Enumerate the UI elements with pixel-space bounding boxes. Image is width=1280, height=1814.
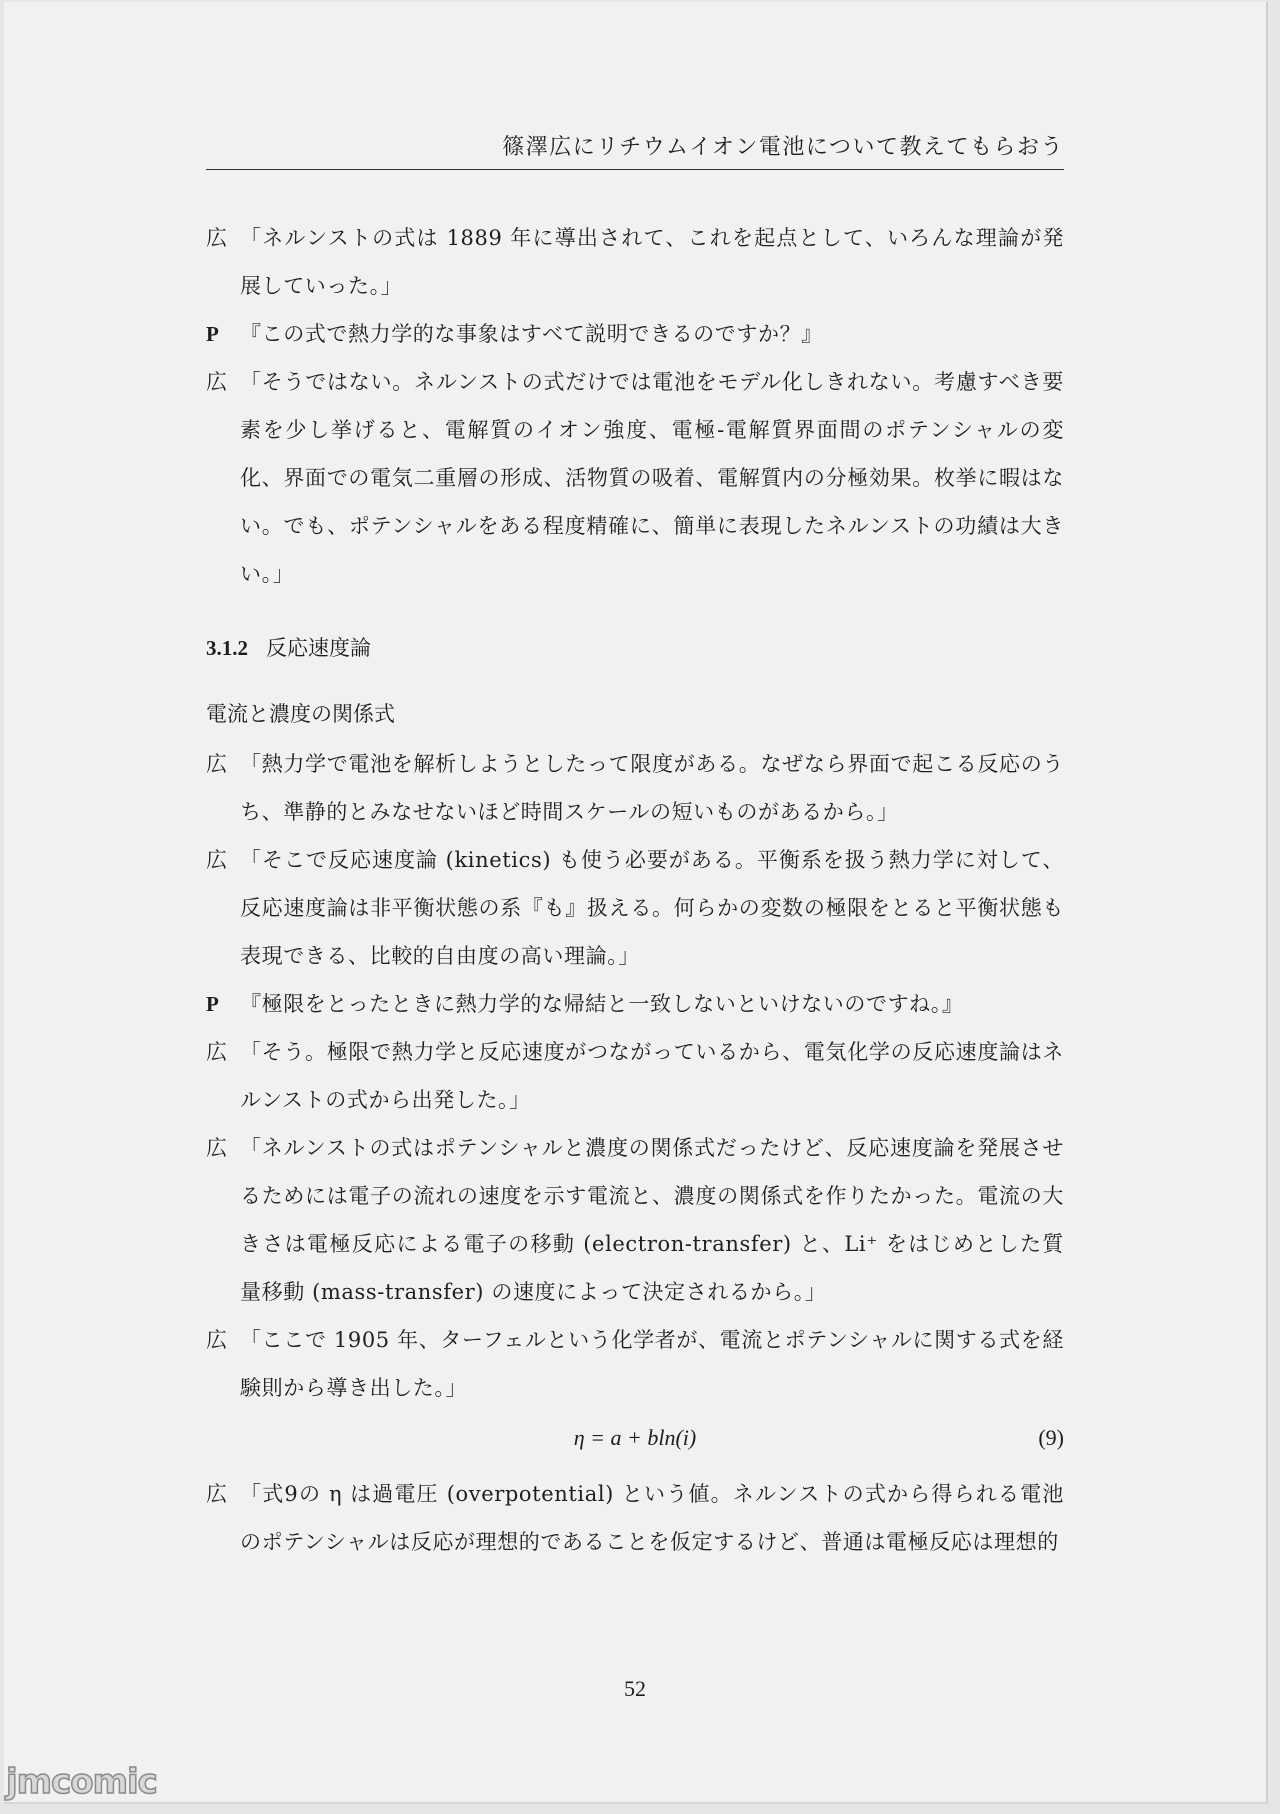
speaker-label: 広 — [206, 848, 228, 872]
subsection-heading: 電流と濃度の関係式 — [206, 702, 395, 726]
dialogue-text: 「そうではない。ネルンストの式だけでは電池をモデル化しきれない。考慮すべき要素を少し挙げると、電解質のイオン強度、電極-電解質界面間のポテンシャルの変化、界面での電気二重層の形成、活物質の吸着、電解質内の分極効果。枚挙に暇はない。でも、ポテンシャルをある程度精確に、簡単に表現したネルンストの功績は大きい。」 — [240, 370, 1064, 586]
running-header-title: 篠澤広にリチウムイオン電池について教えてもらおう — [206, 130, 1064, 170]
equation-formula: η = a + bln(i) — [573, 1425, 697, 1450]
dialogue-paragraph — [206, 980, 1064, 1028]
section-title: 反応速度論 — [266, 636, 371, 660]
dialogue-text: 「ネルンストの式はポテンシャルと濃度の関係式だったけど、反応速度論を発展させるためには電子の流れの速度を示す電流と、濃度の関係式を作りたかった。電流の大きさは電極反応による電子の移動 (electron-transfer) と、Li⁺ をはじめとした質量移動 (mass-transfer) の速度によって決定されるから。」 — [240, 1136, 1064, 1304]
dialogue-paragraph — [206, 358, 1064, 598]
dialogue-text: 「ここで 1905 年、ターフェルという化学者が、電流とポテンシャルに関する式を経験則から導き出した。」 — [240, 1328, 1064, 1400]
dialogue-text: 『この式で熱力学的な事象はすべて説明できるのですか？』 — [240, 322, 823, 346]
dialogue-paragraph — [206, 1316, 1064, 1412]
dialogue-paragraph — [206, 836, 1064, 980]
equation-number: (9) — [1038, 1425, 1064, 1450]
speaker-label: 広 — [206, 1482, 228, 1506]
dialogue-text: 「そこで反応速度論 (kinetics) も使う必要がある。平衡系を扱う熱力学に対して、反応速度論は非平衡状態の系『も』扱える。何らかの変数の極限をとると平衡状態も表現できる、比較的自由度の高い理論。」 — [240, 848, 1064, 968]
page-number: 52 — [624, 1676, 646, 1701]
section-number: 3.1.2 — [206, 636, 248, 660]
dialogue-paragraph — [206, 1470, 1064, 1566]
dialogue-paragraph — [206, 1028, 1064, 1124]
dialogue-text: 『極限をとったときに熱力学的な帰結と一致しないといけないのですね。』 — [240, 992, 964, 1016]
watermark-logo: jmcomic — [6, 1762, 157, 1802]
speaker-label: 広 — [206, 752, 228, 776]
dialogue-paragraph — [206, 1124, 1064, 1316]
dialogue-text: 「ネルンストの式は 1889 年に導出されて、これを起点として、いろんな理論が発展していった。」 — [240, 226, 1064, 298]
speaker-label: P — [206, 992, 220, 1016]
equation — [206, 1412, 1064, 1464]
speaker-label: 広 — [206, 1040, 228, 1064]
section-heading — [206, 624, 1064, 672]
book-page — [4, 2, 1268, 1804]
dialogue-paragraph — [206, 740, 1064, 836]
speaker-label: P — [206, 322, 220, 346]
dialogue-text: 「熱力学で電池を解析しようとしたって限度がある。なぜなら界面で起こる反応のうち、準静的とみなせないほど時間スケールの短いものがあるから。」 — [240, 752, 1064, 824]
speaker-label: 広 — [206, 1328, 228, 1352]
dialogue-paragraph — [206, 310, 1064, 358]
dialogue-text: 「そう。極限で熱力学と反応速度がつながっているから、電気化学の反応速度論はネルンストの式から出発した。」 — [240, 1040, 1064, 1112]
speaker-label: 広 — [206, 226, 228, 250]
dialogue-paragraph — [206, 214, 1064, 310]
dialogue-text: 「式9の η は過電圧 (overpotential) という値。ネルンストの式から得られる電池のポテンシャルは反応が理想的であることを仮定するけど、普通は電極反応は理想的 — [240, 1482, 1064, 1554]
page-body — [206, 214, 1064, 1566]
speaker-label: 広 — [206, 370, 228, 394]
speaker-label: 広 — [206, 1136, 228, 1160]
